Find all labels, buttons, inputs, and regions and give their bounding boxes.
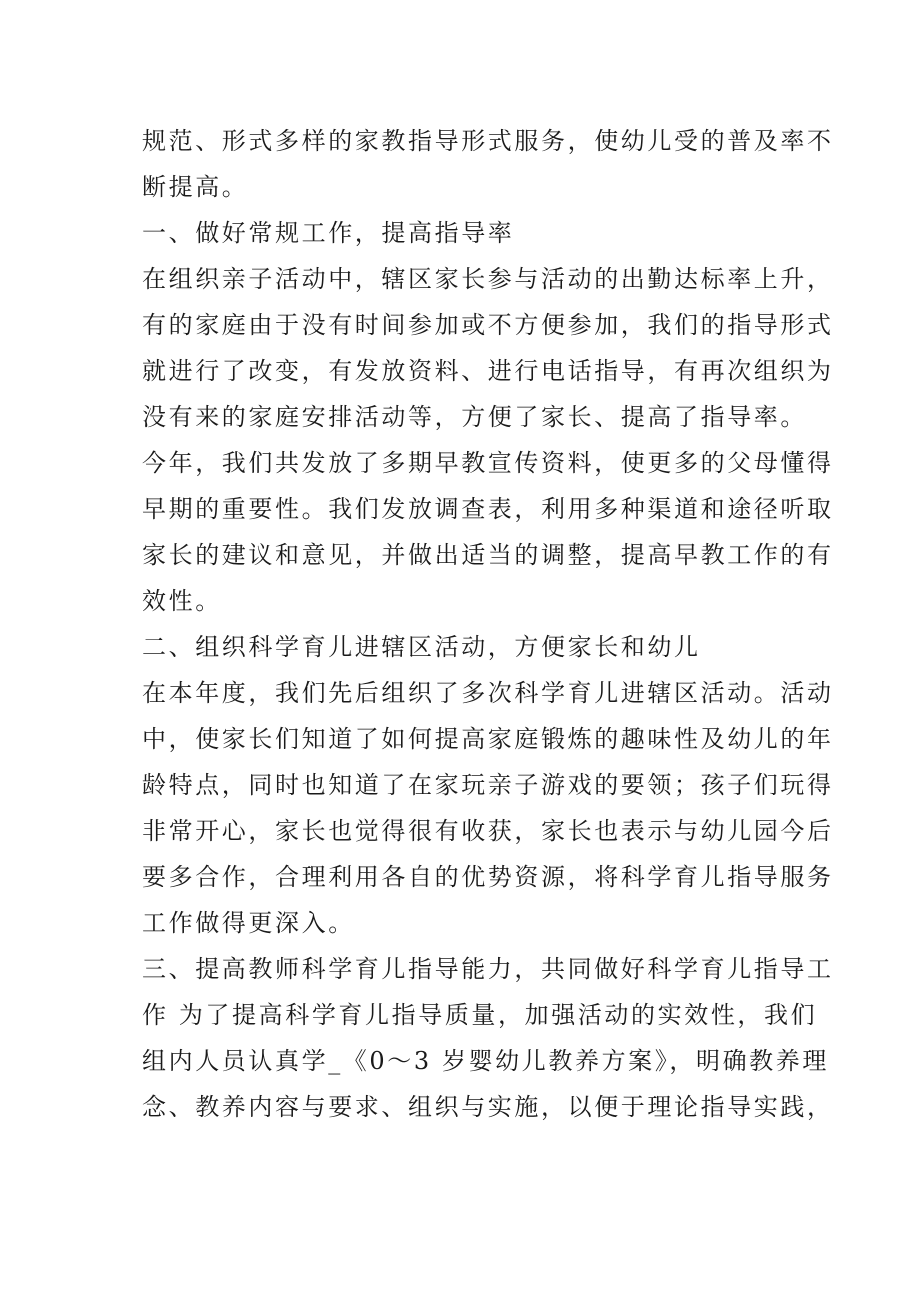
text-line: 在本年度，我们先后组织了多次科学育儿进辖区活动。活动 [142, 679, 834, 707]
text-line: 有的家庭由于没有时间参加或不方便参加，我们的指导形式 [142, 311, 834, 339]
body-text [142, 118, 834, 1130]
text-line: 家长的建议和意见，并做出适当的调整，提高早教工作的有 [142, 541, 834, 569]
text-line: 今年，我们共发放了多期早教宣传资料，使更多的父母懂得 [142, 449, 834, 477]
text-line: 断提高。 [142, 173, 249, 201]
text-line: 规范、形式多样的家教指导形式服务，使幼儿受的普及率不 [142, 127, 834, 155]
text-line: 组内人员认真学_《0～3 岁婴幼儿教养方案》，明确教养理 [142, 1047, 829, 1075]
text-line: 没有来的家庭安排活动等，方便了家长、提高了指导率。 [142, 403, 807, 431]
section-heading: 二、组织科学育儿进辖区活动，方便家长和幼儿 [142, 633, 701, 661]
section-heading: 一、做好常规工作，提高指导率 [142, 219, 515, 247]
section-heading: 三、提高教师科学育儿指导能力，共同做好科学育儿指导工 [142, 955, 834, 983]
text-line: 要多合作，合理利用各自的优势资源，将科学育儿指导服务 [142, 863, 834, 891]
text-line: 中，使家长们知道了如何提高家庭锻炼的趣味性及幼儿的年 [142, 725, 834, 753]
text-line: 就进行了改变，有发放资料、进行电话指导，有再次组织为 [142, 357, 834, 385]
text-line: 在组织亲子活动中，辖区家长参与活动的出勤达标率上升， [142, 265, 834, 293]
text-line: 早期的重要性。我们发放调查表，利用多种渠道和途径听取 [142, 495, 834, 523]
text-line: 工作做得更深入。 [142, 909, 355, 937]
text-line: 非常开心，家长也觉得很有收获，家长也表示与幼儿园今后 [142, 817, 834, 845]
text-line: 作 为了提高科学育儿指导质量，加强活动的实效性，我们 [142, 1001, 818, 1029]
text-line: 效性。 [142, 587, 222, 615]
text-line: 龄特点，同时也知道了在家玩亲子游戏的要领；孩子们玩得 [142, 771, 834, 799]
text-line: 念、教养内容与要求、组织与实施，以便于理论指导实践， [142, 1093, 834, 1121]
